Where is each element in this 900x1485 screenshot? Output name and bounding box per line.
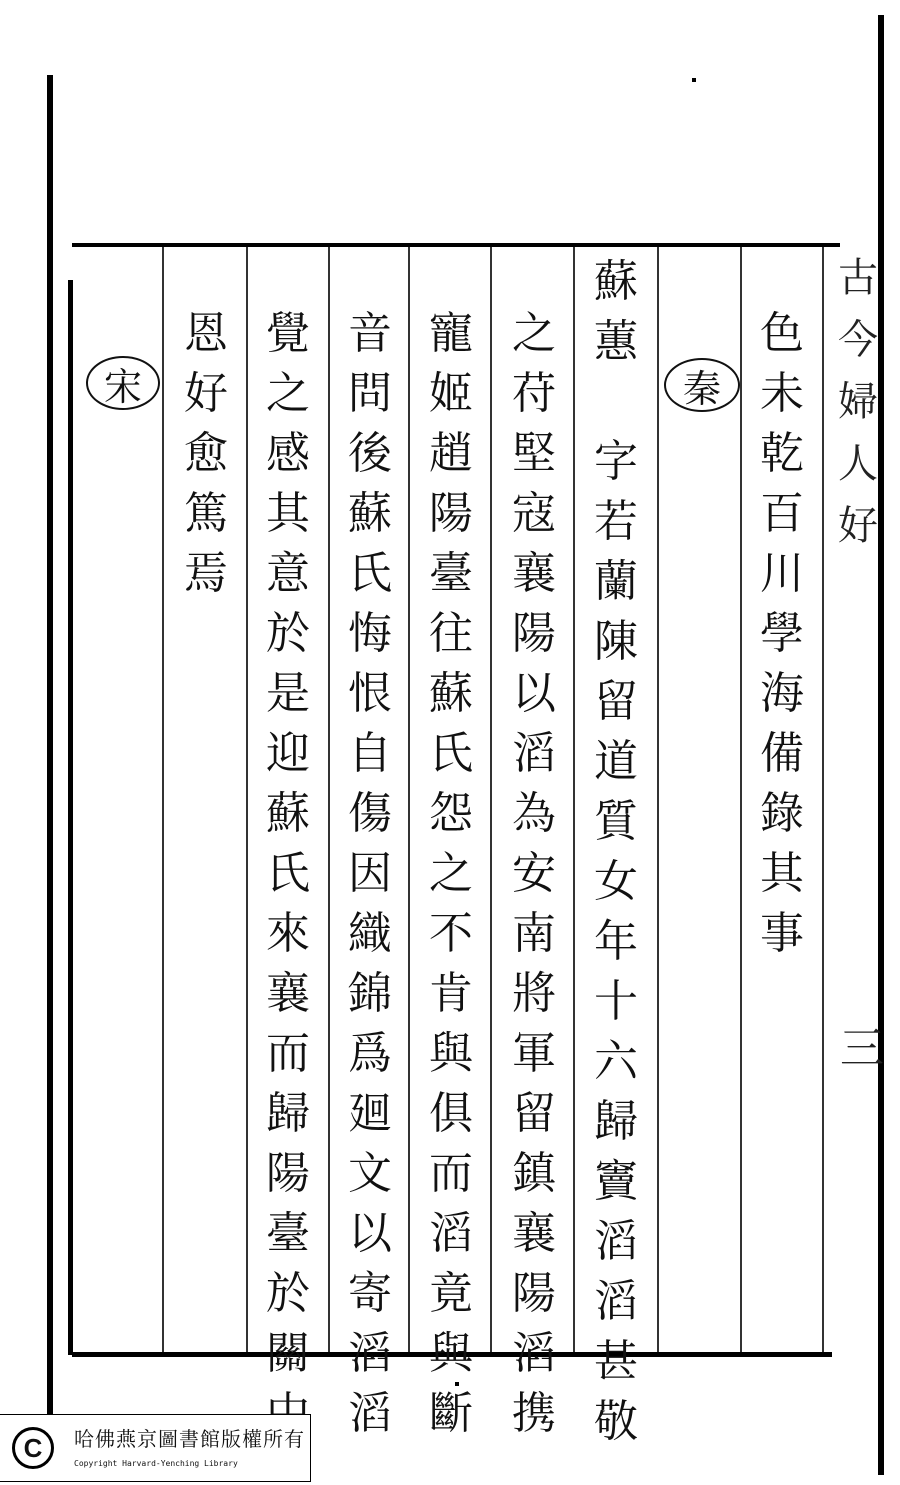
column-character: 往	[429, 608, 473, 659]
column-character: 滔	[594, 1216, 638, 1267]
column-character: 氏	[429, 728, 473, 779]
column-character: 留	[512, 1088, 556, 1139]
column-character: 未	[760, 368, 804, 419]
running-title	[836, 255, 880, 568]
column-character: 年	[594, 916, 638, 967]
column-character: 襄	[512, 548, 556, 599]
column-character: 竟	[429, 1268, 473, 1319]
column-character: 姬	[429, 368, 473, 419]
column-character: 寄	[348, 1268, 392, 1319]
column-character: 錄	[760, 788, 804, 839]
column-character: 臺	[429, 548, 473, 599]
column-character: 不	[429, 908, 473, 959]
column-character: 趙	[429, 428, 473, 479]
column-character: 備	[760, 728, 804, 779]
column-character: 之	[429, 848, 473, 899]
column-character: 百	[760, 488, 804, 539]
text-column	[494, 308, 574, 1452]
column-character: 滔	[594, 1276, 638, 1327]
column-character: 蘇	[594, 256, 638, 307]
column-character: 之	[266, 368, 310, 419]
title-character: 古	[838, 255, 878, 301]
title-character: 好	[838, 503, 878, 549]
column-character: 留	[594, 676, 638, 727]
column-character: 蘭	[594, 556, 638, 607]
column-character: 陽	[429, 488, 473, 539]
column-character: 音	[348, 308, 392, 359]
column-divider	[162, 247, 164, 1352]
column-character: 滔	[348, 1328, 392, 1379]
column-character: 川	[760, 548, 804, 599]
column-character: 而	[266, 1028, 310, 1079]
column-character: 寇	[512, 488, 556, 539]
column-character: 事	[760, 908, 804, 959]
title-character: 今	[838, 317, 878, 363]
column-character: 傷	[348, 788, 392, 839]
column-character: 六	[594, 1036, 638, 1087]
title-character: 人	[838, 441, 878, 487]
column-character: 陽	[512, 1268, 556, 1319]
column-character: 携	[512, 1388, 556, 1439]
column-character: 迎	[266, 728, 310, 779]
column-character: 海	[760, 668, 804, 719]
column-character: 軍	[512, 1028, 556, 1079]
column-character: 悔	[348, 608, 392, 659]
title-character: 婦	[838, 379, 878, 425]
column-character: 意	[266, 548, 310, 599]
column-character: 覺	[266, 308, 310, 359]
dynasty-heading-qin: 秦	[664, 358, 740, 412]
column-character: 因	[348, 848, 392, 899]
column-character: 蘇	[348, 488, 392, 539]
column-character: 斷	[429, 1388, 473, 1439]
column-character: 乾	[760, 428, 804, 479]
column-character: 寵	[429, 308, 473, 359]
column-character: 陽	[266, 1148, 310, 1199]
column-character: 而	[429, 1148, 473, 1199]
column-character: 蘇	[266, 788, 310, 839]
page-number: 三	[840, 1023, 884, 1074]
column-character: 滔	[348, 1388, 392, 1439]
column-character: 苻	[512, 368, 556, 419]
column-character: 感	[266, 428, 310, 479]
column-character: 怨	[429, 788, 473, 839]
column-character: 關	[266, 1328, 310, 1379]
column-character: 之	[512, 308, 556, 359]
text-column	[742, 308, 822, 972]
column-character: 篤	[184, 488, 228, 539]
scan-speck	[692, 78, 696, 82]
page-edge-rule	[878, 15, 884, 1475]
copyright-english: Copyright Harvard-Yenching Library	[74, 1459, 238, 1468]
column-character: 陽	[512, 608, 556, 659]
column-character: 俱	[429, 1088, 473, 1139]
frame-left-rule	[68, 280, 73, 1355]
column-character: 以	[512, 668, 556, 719]
column-character: 滔	[512, 728, 556, 779]
column-character: 襄	[266, 968, 310, 1019]
column-character: 與	[429, 1028, 473, 1079]
column-character: 氏	[266, 848, 310, 899]
text-column	[411, 308, 491, 1452]
column-character: 肯	[429, 968, 473, 1019]
column-character: 將	[512, 968, 556, 1019]
column-character: 以	[348, 1208, 392, 1259]
column-character: 蕙	[594, 316, 638, 367]
gutter-rule	[47, 75, 53, 1415]
text-column	[166, 308, 246, 612]
scan-speck	[455, 1382, 459, 1386]
column-character: 於	[266, 608, 310, 659]
column-character: 歸	[594, 1096, 638, 1147]
column-character: 學	[760, 608, 804, 659]
column-character: 問	[348, 368, 392, 419]
column-character: 好	[184, 368, 228, 419]
column-character: 來	[266, 908, 310, 959]
column-character: 質	[594, 796, 638, 847]
column-character: 恩	[184, 308, 228, 359]
column-character: 女	[594, 856, 638, 907]
column-character: 字	[594, 436, 638, 487]
column-character: 蘇	[429, 668, 473, 719]
column-character: 臺	[266, 1208, 310, 1259]
column-character: 其	[760, 848, 804, 899]
column-character: 與	[429, 1328, 473, 1379]
text-column	[248, 308, 328, 1452]
column-character: 歸	[266, 1088, 310, 1139]
column-character: 其	[266, 488, 310, 539]
column-character: 爲	[348, 1028, 392, 1079]
column-character: 色	[760, 308, 804, 359]
column-character: 南	[512, 908, 556, 959]
column-character: 後	[348, 428, 392, 479]
frame-top-rule	[72, 243, 840, 247]
text-column	[330, 308, 410, 1452]
column-character: 滔	[429, 1208, 473, 1259]
dynasty-heading-song: 宋	[86, 356, 160, 410]
column-character: 氏	[348, 548, 392, 599]
column-character: 愈	[184, 428, 228, 479]
column-character: 焉	[184, 548, 228, 599]
column-character: 敬	[594, 1396, 638, 1447]
column-character: 甚	[594, 1336, 638, 1387]
column-character: 恨	[348, 668, 392, 719]
column-character: 織	[348, 908, 392, 959]
column-character: 滔	[512, 1328, 556, 1379]
column-character: 十	[594, 976, 638, 1027]
column-divider	[822, 247, 824, 1352]
column-character: 於	[266, 1268, 310, 1319]
column-character: 襄	[512, 1208, 556, 1259]
column-character: 堅	[512, 428, 556, 479]
column-character: 陳	[594, 616, 638, 667]
column-character: 道	[594, 736, 638, 787]
column-character: 是	[266, 668, 310, 719]
column-character: 鎮	[512, 1148, 556, 1199]
column-character: 若	[594, 496, 638, 547]
column-character: 竇	[594, 1156, 638, 1207]
column-character: 錦	[348, 968, 392, 1019]
copyright-chinese: 哈佛燕京圖書館版權所有	[74, 1427, 305, 1451]
text-column	[576, 256, 656, 1460]
copyright-stamp	[0, 1414, 311, 1482]
column-character: 自	[348, 728, 392, 779]
copyright-icon: C	[12, 1427, 54, 1469]
column-character: 為	[512, 788, 556, 839]
column-character	[609, 380, 623, 440]
column-character: 文	[348, 1148, 392, 1199]
column-character: 廻	[348, 1088, 392, 1139]
column-divider	[657, 247, 659, 1352]
column-character: 安	[512, 848, 556, 899]
